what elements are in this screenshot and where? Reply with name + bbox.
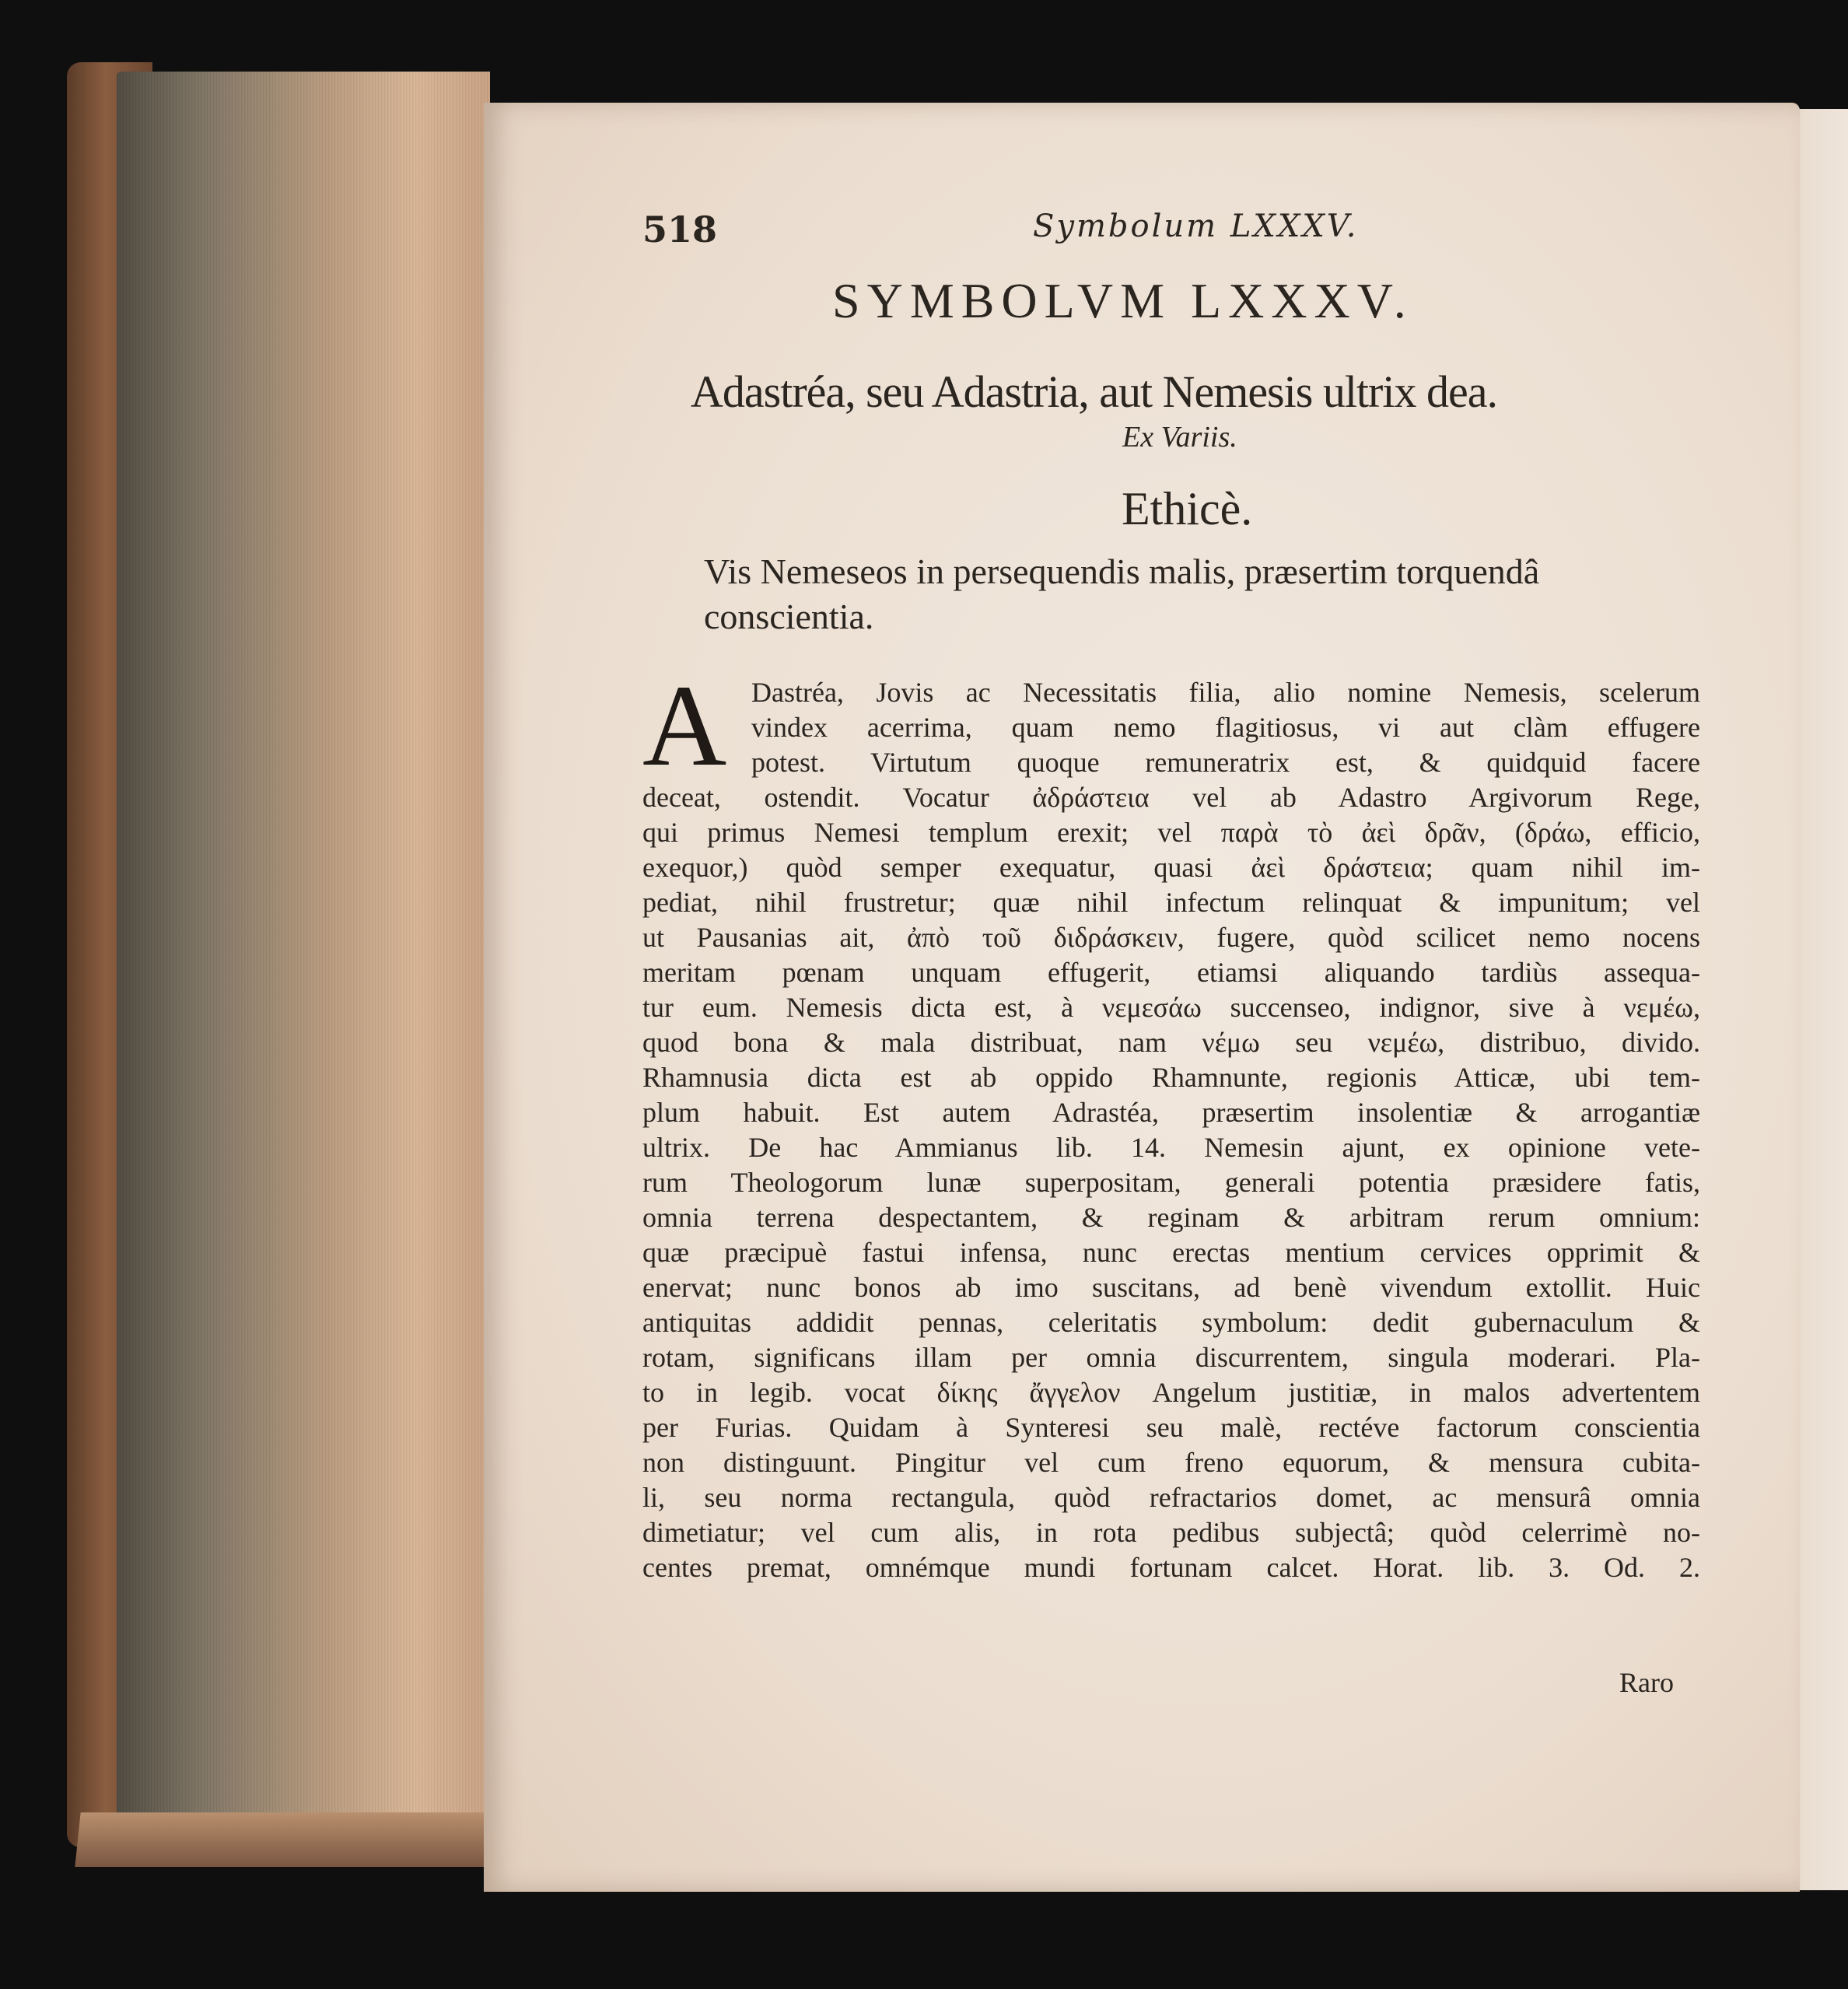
body-line: li, seu norma rectangula, quòd refractarios domet, ac mensurâ omnia — [642, 1482, 1700, 1513]
section-heading: Ethicè. — [1122, 483, 1253, 534]
body-line: antiquitas addidit pennas, celeritatis symbolum: dedit gubernaculum & — [642, 1307, 1700, 1338]
body-line: potest. Virtutum quoque remuneratrix est, & quidquid facere — [751, 747, 1700, 778]
body-line: rotam, significans illam per omnia discurrentem, singula moderari. Pla- — [642, 1342, 1700, 1373]
catchword: Raro — [1619, 1667, 1674, 1698]
body-line: pediat, nihil frustretur; quæ nihil infectum relinquat & impunitum; vel — [642, 887, 1700, 918]
body-line: meritam pœnam unquam effugerit, etiamsi aliquando tardiùs assequa- — [642, 957, 1700, 988]
body-line: vindex acerrima, quam nemo flagitiosus, vi aut clàm effugere — [751, 712, 1700, 743]
page-block-bottom — [75, 1812, 516, 1867]
body-line: quod bona & mala distribuat, nam νέμω seu νεμέω, distribuo, divido. — [642, 1027, 1700, 1058]
page-fore-edge — [117, 72, 490, 1845]
body-line: Dastréa, Jovis ac Necessitatis filia, alio nomine Nemesis, scelerum — [751, 677, 1700, 708]
body-line: per Furias. Quidam à Synteresi seu malè, rectéve factorum conscientia — [642, 1412, 1700, 1443]
body-line: to in legib. vocat δίκης ἄγγελον Angelum justitiæ, in malos advertentem — [642, 1377, 1700, 1408]
body-line: Rhamnusia dicta est ab oppido Rhamnunte, regionis Atticæ, ubi tem- — [642, 1062, 1700, 1093]
lemma-text: Vis Nemeseos in persequendis malis, præsertim torquendâ conscientia. — [704, 552, 1540, 636]
page-number: 518 — [642, 208, 718, 250]
body-line: dimetiatur; vel cum alis, in rota pedibus subjectâ; quòd celerrimè no- — [642, 1517, 1700, 1548]
body-line: tur eum. Nemesis dicta est, à νεμεσάω succenseo, indignor, sive à νεμέω, — [642, 992, 1700, 1023]
body-line: enervat; nunc bonos ab imo suscitans, ad benè vivendum extollit. Huic — [642, 1272, 1700, 1303]
body-line: centes premat, omnémque mundi fortunam calcet. Horat. lib. 3. Od. 2. — [642, 1552, 1700, 1583]
body-line: ut Pausanias ait, ἀπὸ τοῦ διδράσκειν, fugere, quòd scilicet nemo nocens — [642, 922, 1700, 953]
body-line: qui primus Nemesi templum erexit; vel παρὰ τὸ ἀεὶ δρᾶν, (δράω, efficio, — [642, 817, 1700, 848]
body-line: ultrix. De hac Ammianus lib. 14. Nemesin ajunt, ex opinione vete- — [642, 1132, 1700, 1163]
body-line: exequor,) quòd semper exequatur, quasi ἀεὶ δράστεια; quam nihil im- — [642, 852, 1700, 883]
running-head: Symbolum LXXXV. — [1033, 208, 1359, 244]
body-line: deceat, ostendit. Vocatur ἀδράστεια vel ab Adastro Argivorum Rege, — [642, 782, 1700, 813]
body-line: omnia terrena despectantem, & reginam & arbitram rerum omnium: — [642, 1202, 1700, 1233]
symbol-subtitle: Adastréa, seu Adastria, aut Nemesis ultrix dea. — [691, 366, 1497, 417]
symbol-title: SYMBOLVM LXXXV. — [832, 273, 1413, 328]
body-line: rum Theologorum lunæ superpositam, generali potentia præsidere fatis, — [642, 1167, 1700, 1198]
body-line: non distinguunt. Pingitur vel cum freno equorum, & mensura cubita- — [642, 1447, 1700, 1478]
drop-cap: A — [642, 661, 727, 790]
source-note: Ex Variis. — [1122, 421, 1237, 453]
body-line: quæ præcipuè fastui infensa, nunc erectas mentium cervices opprimit & — [642, 1237, 1700, 1268]
body-line: plum habuit. Est autem Adrastéa, præsertim insolentiæ & arrogantiæ — [642, 1097, 1700, 1128]
body-text — [642, 675, 1700, 1585]
